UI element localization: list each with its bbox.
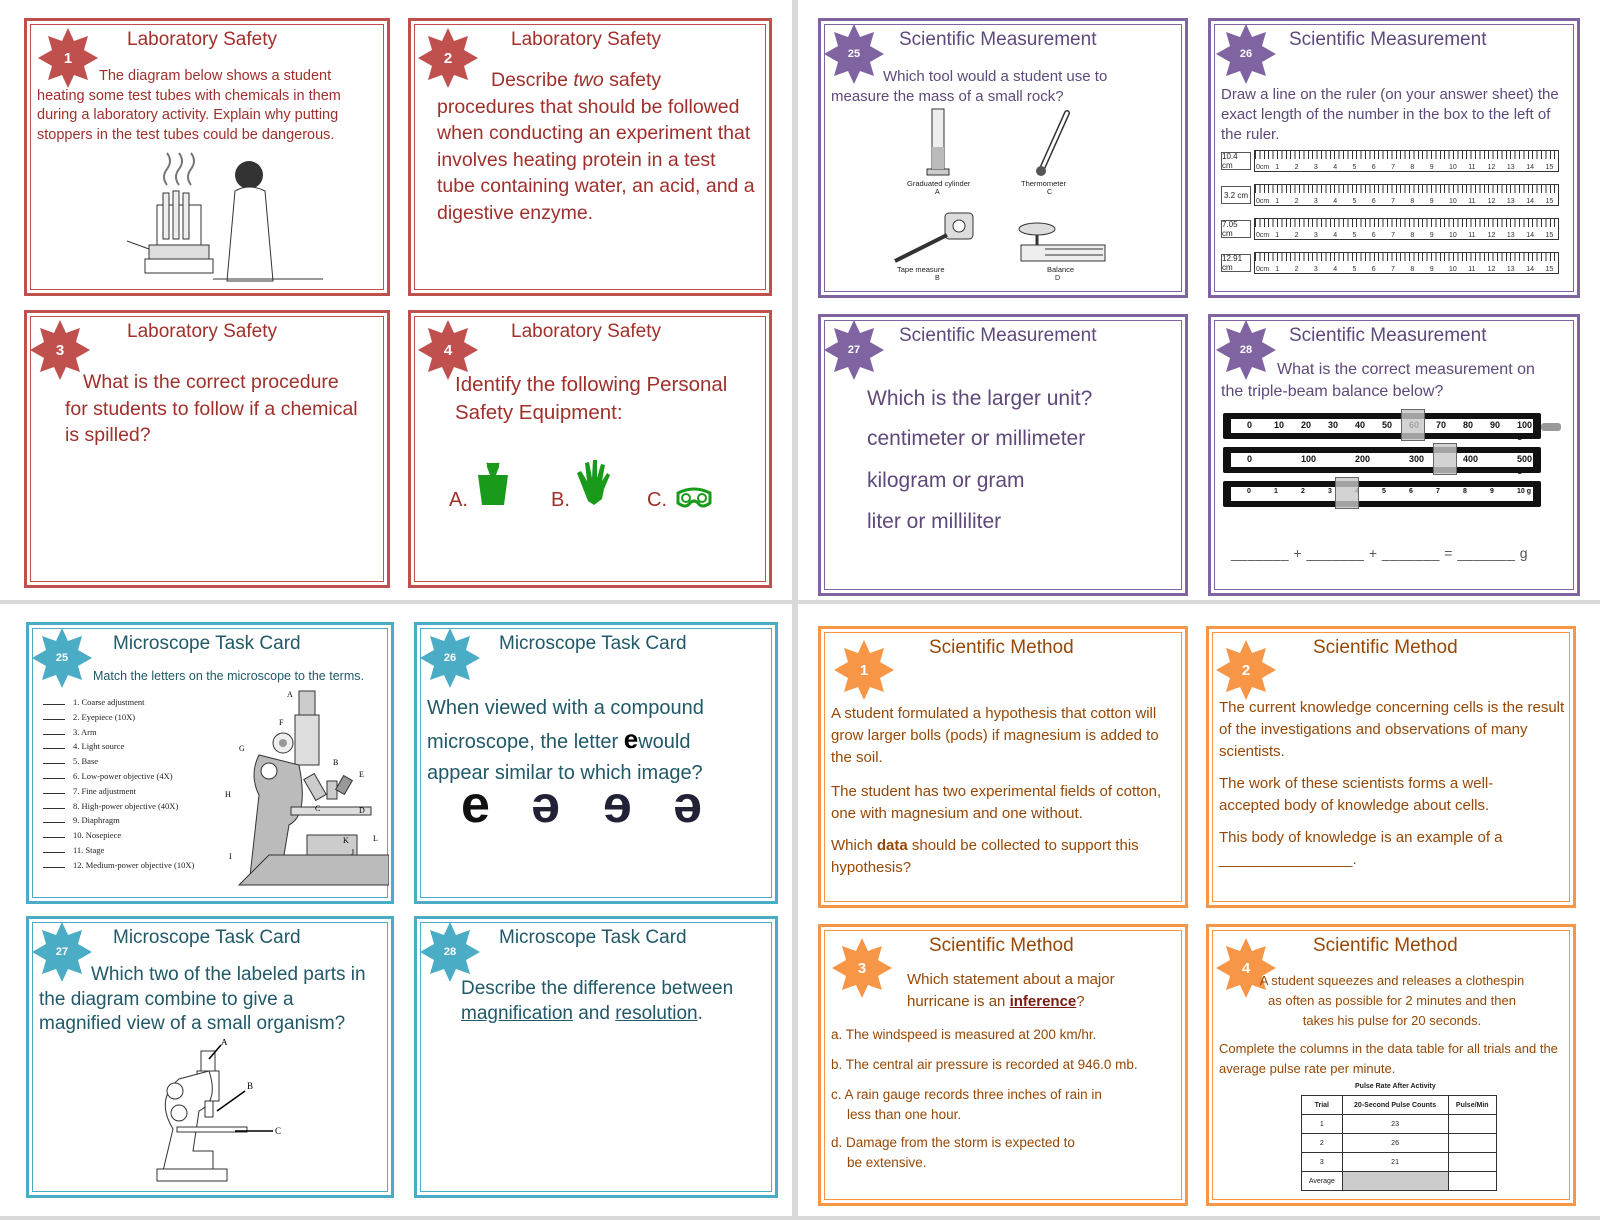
ruler-tick-label: 0cm [1256, 232, 1270, 239]
question-text: What is the correct measurement on the triple-beam balance below? [1221, 361, 1535, 400]
part-label-c: C [275, 1126, 282, 1136]
card-title: Laboratory Safety [511, 29, 661, 50]
ruler-tick-label: 1 [1275, 232, 1280, 239]
ruler-tick-label: 0cm [1256, 266, 1270, 273]
answer-blank[interactable] [43, 852, 65, 853]
beam-tick-label: 80 [1463, 420, 1474, 430]
ruler-tick-label: 8 [1410, 266, 1415, 273]
ruler-tick-label: 5 [1352, 198, 1357, 205]
part-label-g: G [239, 744, 245, 753]
microscope-card-26 [414, 622, 778, 904]
beam-tick-label: 10 g [1517, 488, 1532, 495]
beam-tick-label: 50 [1382, 420, 1393, 430]
ruler-tick-label: 3 [1313, 266, 1318, 273]
beam-rider[interactable] [1401, 409, 1425, 441]
ruler-strip[interactable] [1221, 217, 1559, 241]
letter-option: e [461, 776, 490, 834]
card-title: Laboratory Safety [127, 29, 277, 50]
beam-tick-label: 7 [1436, 488, 1440, 495]
ruler-tick-label: 5 [1352, 266, 1357, 273]
answer-blank: ________________. [1219, 851, 1357, 868]
ruler-tick-label: 11 [1468, 198, 1476, 205]
answer-option: b. The central air pressure is recorded at 946.0 mb. [831, 1057, 1138, 1072]
table-header: 20-Second Pulse Counts [1342, 1096, 1448, 1115]
card-title: Microscope Task Card [499, 927, 687, 948]
goggles-icon [675, 485, 713, 511]
term-label: 10. Nosepiece [73, 830, 122, 841]
answer-line: _______ + _______ + _______ = _______ g [1231, 545, 1529, 561]
card-title: Scientific Measurement [899, 325, 1097, 346]
star-badge-icon: 28 [419, 921, 481, 983]
card-title: Laboratory Safety [127, 321, 277, 342]
ruler-tick-label: 4 [1333, 198, 1338, 205]
ruler-tick-label: 8 [1410, 164, 1415, 171]
ruler-strip[interactable] [1221, 183, 1559, 207]
answer-cell[interactable] [1448, 1115, 1496, 1134]
ruler-tick-label: 8 [1410, 198, 1415, 205]
card-title: Scientific Measurement [899, 29, 1097, 50]
balance-pointer [1541, 423, 1561, 431]
ruler-tick-label: 3 [1313, 164, 1318, 171]
term-label: 5. Base [73, 756, 99, 767]
graduated-cylinder-icon [925, 107, 951, 177]
answer-option: a. The windspeed is measured at 200 km/hr. [831, 1027, 1097, 1042]
answer-blank[interactable] [43, 822, 65, 823]
method-card-1 [818, 626, 1188, 908]
beam-tick-label: 0 [1247, 488, 1251, 495]
ruler-scale [1254, 184, 1559, 206]
part-label-i: I [229, 852, 232, 861]
answer-blank[interactable] [43, 837, 65, 838]
beam-tick-label: 0 [1247, 454, 1253, 464]
ruler-tick-label: 13 [1506, 198, 1515, 205]
beam-tick-label: 70 [1436, 420, 1447, 430]
ruler-strip[interactable] [1221, 251, 1559, 275]
part-label-k: K [343, 836, 349, 845]
ruler-tick-label: 10 [1449, 198, 1457, 205]
question-text: Draw a line on the ruler (on your answer sheet) the exact length of the number in the box to the left of the ruler. [1221, 86, 1559, 143]
ruler-tick-label: 9 [1429, 266, 1434, 273]
ruler-length-label: 7.05 cm [1221, 220, 1251, 238]
method-card-4 [1206, 924, 1576, 1206]
ruler-tick-label: 14 [1526, 164, 1534, 171]
ruler-tick-label: 7 [1391, 266, 1395, 273]
star-badge-icon: 25 [31, 627, 93, 689]
method-sheet [798, 604, 1600, 1216]
star-badge-icon: 26 [419, 627, 481, 689]
question-text: What is the correct procedure for students to follow if a chemical is spilled? [65, 371, 358, 446]
star-badge-icon: 26 [1215, 23, 1277, 85]
triple-beam-balance [1223, 413, 1563, 513]
term-row [43, 784, 194, 799]
part-label-c: C [315, 804, 321, 813]
beam-tick-label: 100 g [1517, 420, 1533, 440]
measurement-card-25 [818, 18, 1188, 298]
term-row [43, 710, 194, 725]
measurement-card-28 [1208, 314, 1580, 596]
star-badge-icon: 25 [823, 23, 885, 85]
card-title: Scientific Method [929, 935, 1074, 956]
beam-tick-label: 5 [1382, 488, 1386, 495]
question-text: When viewed with a compound microscope, the letter ewould appear similar to which image? [427, 697, 704, 784]
answer-blank[interactable] [43, 748, 65, 749]
ruler-tick-label: 15 [1545, 164, 1554, 171]
microscope-sheet [0, 604, 792, 1216]
beam-tick-label: 0 [1247, 420, 1253, 430]
beam-tick-label: 300 [1409, 454, 1425, 464]
beam-tick-label: 200 [1355, 454, 1371, 464]
lab-safety-sheet [0, 0, 792, 600]
ruler-tick-label: 3 [1313, 198, 1318, 205]
beam-tick-label: 20 [1301, 420, 1312, 430]
ruler-tick-label: 10 [1449, 232, 1457, 239]
lab-safety-card-2 [408, 18, 772, 296]
ruler-strip[interactable] [1221, 149, 1559, 173]
term-label: 3. Arm [73, 726, 97, 737]
ruler-tick-label: 12 [1487, 198, 1496, 205]
ruler-tick-label: 13 [1506, 164, 1515, 171]
part-label-f: F [279, 718, 284, 727]
question-line: Which is the larger unit? [867, 387, 1093, 410]
star-badge-icon: 3 [831, 937, 893, 999]
term-label: 12. Medium-power objective (10X) [73, 859, 195, 870]
star-badge-icon: 1 [833, 639, 895, 701]
beam-tick-label: 3 [1328, 488, 1332, 495]
tape-measure-icon [891, 209, 981, 265]
question-text: Identify the following Personal Safety Equipment: [455, 373, 728, 424]
measurement-sheet [798, 0, 1600, 600]
card-title: Scientific Method [929, 637, 1074, 658]
ruler-tick-label: 10 [1449, 164, 1457, 171]
ruler-tick-label: 12 [1487, 266, 1496, 273]
part-label-b: B [333, 758, 339, 767]
beam-tick-label: 30 [1328, 420, 1339, 430]
table-header: Trial [1302, 1096, 1343, 1115]
card-title: Scientific Method [1313, 637, 1458, 658]
apron-icon [475, 461, 511, 507]
beam-tick-label: 6 [1409, 488, 1413, 495]
student-heating-illustration [127, 145, 327, 285]
ruler-tick-label: 1 [1275, 266, 1280, 273]
card-title: Laboratory Safety [511, 321, 661, 342]
card-title: Scientific Method [1313, 935, 1458, 956]
term-row [43, 813, 194, 828]
answer-blank[interactable] [43, 778, 65, 779]
unit-pair: centimeter or millimeter [867, 427, 1086, 450]
term-row [43, 843, 194, 858]
ruler-tick-label: 14 [1526, 232, 1534, 239]
term-label: 2. Eyepiece (10X) [73, 711, 136, 722]
answer-blank[interactable] [43, 734, 65, 735]
star-badge-icon: 2 [417, 27, 479, 89]
ruler-tick-label: 15 [1545, 266, 1554, 273]
table-row: 3 21 [1302, 1153, 1497, 1172]
ruler-tick-label: 4 [1333, 266, 1338, 273]
ruler-tick-label: 14 [1526, 198, 1534, 205]
glove-icon [571, 459, 611, 507]
answer-cell[interactable] [1448, 1134, 1496, 1153]
beam-tick-label: 8 [1463, 488, 1467, 495]
balance-beam [1223, 413, 1541, 439]
ruler-tick-label: 15 [1545, 232, 1554, 239]
term-label: 8. High-power objective (40X) [73, 800, 179, 811]
ruler-tick-label: 3 [1313, 232, 1318, 239]
simple-microscope-diagram [149, 1039, 289, 1189]
beam-rider[interactable] [1433, 443, 1457, 475]
beam-tick-label: 10 [1274, 420, 1285, 430]
question-text: The diagram below shows a student heating some test tubes with chemicals in them during a laboratory activity. Explain why putting stoppers in the test tubes could be dangerous. [37, 68, 341, 143]
ruler-tick-label: 12 [1487, 232, 1496, 239]
term-row [43, 858, 194, 873]
option-b-label: B. [551, 489, 570, 511]
measurement-card-26 [1208, 18, 1580, 298]
option-c-label: C. [647, 489, 667, 511]
measurement-card-27 [818, 314, 1188, 596]
table-row: 2 26 [1302, 1134, 1497, 1153]
ruler-tick-label: 13 [1506, 266, 1515, 273]
answer-blank[interactable] [43, 793, 65, 794]
star-badge-icon: 4 [417, 319, 479, 381]
letter-option: ə [673, 776, 702, 834]
option-a-label: A. [449, 489, 468, 511]
answer-option: c. A rain gauge records three inches of rain in less than one hour. [831, 1087, 1102, 1122]
answer-cell[interactable] [1448, 1153, 1496, 1172]
ruler-tick-label: 0cm [1256, 198, 1270, 205]
microscope-card-28 [414, 916, 778, 1198]
term-label: 4. Light source [73, 741, 125, 752]
ruler-tick-label: 8 [1410, 232, 1415, 239]
ruler-scale [1254, 218, 1559, 240]
ruler-tick-label: 9 [1429, 198, 1434, 205]
table-row: 1 23 [1302, 1115, 1497, 1134]
ruler-tick-label: 15 [1545, 198, 1554, 205]
part-label-l: L [373, 834, 378, 843]
part-label-a: A [287, 690, 293, 699]
ruler-tick-label: 7 [1391, 232, 1395, 239]
ruler-tick-label: 7 [1391, 164, 1395, 171]
star-badge-icon: 27 [823, 319, 885, 381]
beam-tick-label: 2 [1301, 488, 1305, 495]
ruler-tick-label: 11 [1468, 164, 1476, 171]
table-caption: Pulse Rate After Activity [1355, 1083, 1436, 1090]
paragraph: The current knowledge concerning cells is the result of the investigations and observations of many scientists. [1219, 699, 1565, 760]
ruler-tick-label: 6 [1371, 198, 1376, 205]
answer-blank[interactable] [43, 719, 65, 720]
ruler-tick-label: 13 [1506, 232, 1515, 239]
ruler-tick-label: 2 [1294, 164, 1299, 171]
card-title: Microscope Task Card [113, 633, 301, 654]
answer-option: d. Damage from the storm is expected to be extensive. [831, 1135, 1075, 1170]
ruler-scale [1254, 150, 1559, 172]
paragraph: Complete the columns in the data table for all trials and the average pulse rate per minute. [1219, 1041, 1558, 1076]
star-badge-icon: 2 [1215, 639, 1277, 701]
card-title: Microscope Task Card [499, 633, 687, 654]
balance-beam [1223, 447, 1541, 473]
star-badge-icon: 1 [37, 27, 99, 89]
ruler-tick-label: 2 [1294, 232, 1299, 239]
ruler-length-label: 12.91 cm [1221, 254, 1251, 272]
beam-tick-label: 90 [1490, 420, 1501, 430]
ruler-tick-label: 5 [1352, 232, 1357, 239]
pulse-data-table [1301, 1095, 1497, 1191]
unit-pair: kilogram or gram [867, 469, 1025, 492]
paragraph: This body of knowledge is an example of a [1219, 829, 1503, 846]
term-row [43, 769, 194, 784]
answer-cell[interactable] [1448, 1172, 1496, 1191]
part-label-j: J [351, 848, 355, 857]
tool-letter: C [1047, 189, 1053, 196]
ruler-tick-label: 2 [1294, 266, 1299, 273]
ruler-tick-label: 4 [1333, 164, 1338, 171]
ruler-length-label: 3.2 cm [1221, 186, 1251, 204]
ruler-tick-label: 0cm [1256, 164, 1270, 171]
question-text: Match the letters on the microscope to the terms. [93, 669, 364, 683]
ruler-scale [1254, 252, 1559, 274]
ruler-tick-label: 14 [1526, 266, 1534, 273]
question-text: Describe the difference between magnification and resolution. [461, 978, 734, 1024]
part-label-a: A [221, 1039, 228, 1047]
thermometer-icon [1033, 109, 1073, 179]
tool-letter: B [935, 275, 940, 282]
paragraph: Which data should be collected to support this hypothesis? [831, 837, 1139, 876]
tool-letter: D [1055, 275, 1061, 282]
answer-blank[interactable] [43, 808, 65, 809]
question-text: Which tool would a student use to measure the mass of a small rock? [831, 68, 1108, 105]
star-badge-icon: 27 [31, 921, 93, 983]
ruler-tick-label: 2 [1294, 198, 1299, 205]
answer-blank[interactable] [43, 867, 65, 868]
ruler-tick-label: 6 [1371, 266, 1376, 273]
part-label-b: B [247, 1081, 254, 1091]
term-row [43, 799, 194, 814]
paragraph: The work of these scientists forms a well-accepted body of knowledge about cells. [1219, 775, 1494, 814]
term-row [43, 695, 194, 710]
term-row [43, 754, 194, 769]
ruler-tick-label: 7 [1391, 198, 1395, 205]
balance-icon [1015, 217, 1109, 265]
ruler-tick-label: 6 [1371, 164, 1376, 171]
term-label: 7. Fine adjustment [73, 785, 137, 796]
ruler-tick-label: 1 [1275, 198, 1280, 205]
ruler-tick-label: 5 [1352, 164, 1357, 171]
part-label-e: E [359, 770, 364, 779]
unit-pair: liter or milliliter [867, 510, 1002, 533]
paragraph: A student formulated a hypothesis that cotton will grow larger bolls (pods) if magnesium is added to the soil. [831, 705, 1159, 766]
ruler-tick-label: 11 [1468, 266, 1476, 273]
term-label: 1. Coarse adjustment [73, 697, 145, 707]
beam-tick-label: 9 [1490, 488, 1494, 495]
beam-tick-label: 1 [1274, 488, 1278, 495]
microscope-diagram [219, 685, 389, 895]
star-badge-icon: 4 [1215, 937, 1277, 999]
microscope-card-27 [26, 916, 394, 1198]
ruler-tick-label: 11 [1468, 232, 1476, 239]
term-row [43, 725, 194, 740]
star-badge-icon: 3 [29, 319, 91, 381]
answer-blank[interactable] [43, 763, 65, 764]
lab-safety-card-4 [408, 310, 772, 588]
paragraph: The student has two experimental fields of cotton, one with magnesium and one without. [831, 783, 1162, 822]
ruler-tick-label: 9 [1429, 164, 1434, 171]
beam-rider[interactable] [1335, 477, 1359, 509]
balance-beam [1223, 481, 1541, 507]
question-text: Which statement about a major hurricane is an inference? [907, 971, 1115, 1010]
term-row [43, 828, 194, 843]
part-label-h: H [225, 790, 231, 799]
question-text: Which two of the labeled parts in the diagram combine to give a magnified view of a small organism? [39, 964, 366, 1034]
card-title: Scientific Measurement [1289, 325, 1487, 346]
ruler-tick-label: 1 [1275, 164, 1280, 171]
method-card-3 [818, 924, 1188, 1206]
tool-label: Tape measure [897, 265, 945, 274]
beam-tick-label: 100 [1301, 454, 1317, 464]
ruler-tick-label: 12 [1487, 164, 1496, 171]
star-badge-icon: 28 [1215, 319, 1277, 381]
ruler-tick-label: 10 [1449, 266, 1457, 273]
paragraph: A student squeezes and releases a clothespin as often as possible for 2 minutes and then takes his pulse for 20 seconds. [1259, 973, 1525, 1028]
ruler-tick-label: 6 [1371, 232, 1376, 239]
card-title: Microscope Task Card [113, 927, 301, 948]
tool-label: Balance [1047, 265, 1075, 274]
letter-option: ɘ [603, 776, 632, 834]
term-label: 9. Diaphragm [73, 815, 120, 826]
term-label: 6. Low-power objective (4X) [73, 770, 173, 781]
term-row [43, 739, 194, 754]
part-label-d: D [359, 806, 365, 815]
lab-safety-card-3 [24, 310, 390, 588]
ruler-tick-label: 4 [1333, 232, 1338, 239]
beam-tick-label: 40 [1355, 420, 1366, 430]
term-label: 11. Stage [73, 844, 105, 855]
lab-safety-card-1 [24, 18, 390, 296]
table-row: Average [1302, 1172, 1497, 1191]
ruler-length-label: 10.4 cm [1221, 152, 1251, 170]
tool-label: Thermometer [1021, 179, 1067, 188]
method-card-2 [1206, 626, 1576, 908]
answer-blank[interactable] [43, 704, 65, 705]
question-text: Describe two safety procedures that should be followed when conducting an experiment that involves heating protein in a test tube containing water, an acid, and a digestive enzyme. [437, 69, 755, 224]
card-title: Scientific Measurement [1289, 29, 1487, 50]
microscope-card-25 [26, 622, 394, 904]
letter-option: ə [531, 776, 560, 834]
ruler-tick-label: 9 [1429, 232, 1434, 239]
terms-list [43, 695, 194, 873]
table-header: Pulse/Min [1448, 1096, 1496, 1115]
tool-letter: A [935, 189, 940, 196]
tool-label: Graduated cylinder [907, 179, 971, 188]
beam-tick-label: 500 g [1517, 454, 1533, 474]
beam-tick-label: 400 [1463, 454, 1479, 464]
